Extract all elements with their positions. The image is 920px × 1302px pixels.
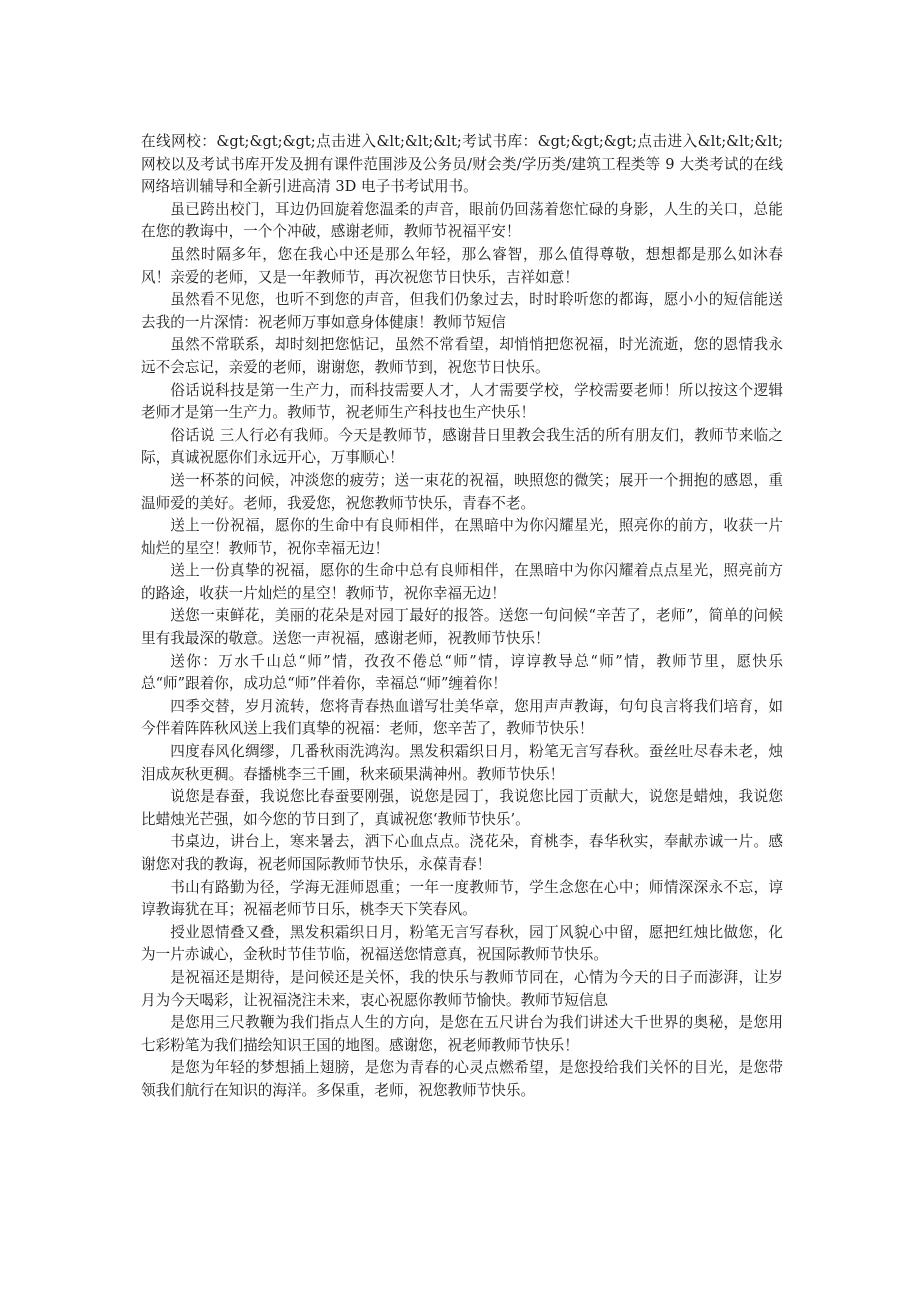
greeting-paragraph: 虽然时隔多年，您在我心中还是那么年轻，那么睿智，那么值得尊敬，想想都是那么如沐春风！亲爱的老师，又是一年教师节，再次祝您节日快乐，吉祥如意！	[141, 245, 783, 286]
greeting-paragraph: 是您用三尺教鞭为我们指点人生的方向，是您在五尺讲台为我们讲述大千世界的奥秘，是您用七彩粉笔为我们描绘知识王国的地图。感谢您，祝老师教师节快乐！	[141, 1014, 783, 1054]
greeting-paragraph: 虽然看不见您，也听不到您的声音，但我们仍象过去，时时聆听您的都诲，愿小小的短信能送去我的一片深情：祝老师万事如意身体健康！教师节短信	[141, 291, 783, 331]
greeting-paragraph: 俗话说科技是第一生产力，而科技需要人才，人才需要学校，学校需要老师！所以按这个逻辑老师才是第一生产力。教师节，祝老师生产科技也生产快乐！	[141, 381, 783, 422]
greeting-paragraph: 送你：万水千山总“师”情，孜孜不倦总“师”情，谆谆教导总“师”情，教师节里，愿快乐总“师”跟着你，成功总“师”伴着你，幸福总“师”缠着你！	[141, 652, 783, 693]
greeting-paragraph: 书山有路勤为径，学海无涯师恩重；一年一度教师节，学生念您在心中；师情深深永不忘，谆谆教诲犹在耳；祝福老师节日乐，桃李天下笑春风。	[141, 878, 783, 919]
greeting-paragraph: 四季交替，岁月流转，您将青春热血谱写壮美华章，您用声声教诲，句句良言将我们培育，如今伴着阵阵秋风送上我们真挚的祝福：老师，您辛苦了，教师节快乐！	[141, 697, 783, 738]
greeting-paragraph: 送上一份真挚的祝福，愿你的生命中总有良师相伴，在黑暗中为你闪耀着点点星光，照亮前方的路途，收获一片灿烂的星空！教师节，祝你幸福无边！	[141, 562, 783, 602]
paragraph-list	[141, 199, 783, 1103]
greeting-paragraph: 说您是春蚕，我说您比春蚕要刚强，说您是园丁，我说您比园丁贡献大，说您是蜡烛，我说您比蜡烛光芒强，如今您的节日到了，真诚祝您‘教师节快乐’。	[141, 788, 783, 828]
greeting-paragraph: 授业恩情叠又叠，黑发积霜织日月，粉笔无言写春秋，园丁风貌心中留，愿把红烛比做您，化为一片赤诚心，金秋时节佳节临，祝福送您情意真，祝国际教师节快乐。	[141, 923, 783, 964]
greeting-paragraph: 是您为年轻的梦想插上翅膀，是您为青春的心灵点燃希望，是您投给我们关怀的目光，是您带领我们航行在知识的海洋。多保重，老师，祝您教师节快乐。	[141, 1059, 783, 1099]
greeting-paragraph: 送您一束鲜花，美丽的花朵是对园丁最好的报答。送您一句问候“辛苦了，老师”，简单的问候里有我最深的敬意。送您一声祝福，感谢老师，祝教师节快乐！	[141, 607, 783, 648]
greeting-paragraph: 书桌边，讲台上，寒来暑去，洒下心血点点。浇花朵，育桃李，春华秋实，奉献赤诚一片。感谢您对我的教诲，祝老师国际教师节快乐，永葆青春！	[141, 833, 783, 873]
greeting-paragraph: 送上一份祝福，愿你的生命中有良师相伴，在黑暗中为你闪耀星光，照亮你的前方，收获一片灿烂的星空！教师节，祝你幸福无边！	[141, 517, 783, 557]
intro-paragraph: 在线网校：&gt;&gt;&gt;点击进入&lt;&lt;&lt;考试书库：&gt;&gt;&gt;点击进入&lt;&lt;&lt;网校以及考试书库开发及拥有课件范围涉及公务员/财会类/学历类/建筑工程类等 9 大类考试的在线网络培训辅导和全新引进高清 3D 电子书考试用书。	[141, 133, 783, 196]
greeting-paragraph: 虽然不常联系，却时刻把您惦记，虽然不常看望，却悄悄把您祝福，时光流逝，您的恩情我永远不会忘记，亲爱的老师，谢谢您，教师节到，祝您节日快乐。	[141, 336, 783, 376]
document-body	[141, 131, 783, 1103]
greeting-paragraph: 送一杯茶的问候，冲淡您的疲劳；送一束花的祝福，映照您的微笑；展开一个拥抱的感恩，重温师爱的美好。老师，我爱您，祝您教师节快乐，青春不老。	[141, 471, 783, 512]
greeting-paragraph: 四度春风化绸缪，几番秋雨洗鸿沟。黑发积霜织日月，粉笔无言写春秋。蚕丝吐尽春未老，烛泪成灰秋更稠。春播桃李三千圃，秋来硕果满神州。教师节快乐！	[141, 743, 783, 783]
greeting-paragraph: 俗话说 三人行必有我师。今天是教师节，感谢昔日里教会我生活的所有朋友们，教师节来临之际，真诚祝愿你们永远开心，万事顺心！	[141, 426, 783, 467]
greeting-paragraph: 虽已跨出校门，耳边仍回旋着您温柔的声音，眼前仍回荡着您忙碌的身影，人生的关口，总能在您的教诲中，一个个冲破，感谢老师，教师节祝福平安！	[141, 200, 783, 241]
greeting-paragraph: 是祝福还是期待，是问候还是关怀，我的快乐与教师节同在，心情为今天的日子而澎湃，让岁月为今天喝彩，让祝福浇注未来，衷心祝愿你教师节愉快。教师节短信息	[141, 968, 783, 1009]
